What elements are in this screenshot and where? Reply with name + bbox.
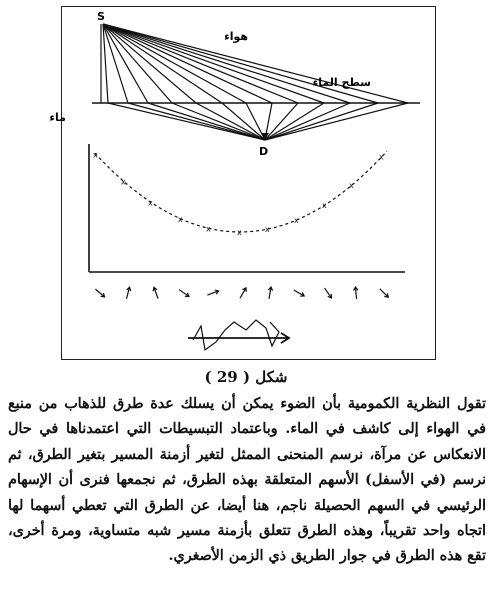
air-label: هواء <box>224 30 248 43</box>
arrow-shaft <box>95 289 104 297</box>
water-label: ماء <box>49 111 66 124</box>
rays-water <box>108 103 408 140</box>
arrow-5 <box>240 288 246 298</box>
arrow-0 <box>95 289 104 297</box>
ray-water-9 <box>265 103 324 140</box>
curve-mark-0: x <box>93 150 98 160</box>
time-curve <box>95 151 387 235</box>
curve-mark-5: x <box>237 228 242 237</box>
body-text <box>8 392 486 570</box>
arrow-3 <box>179 290 189 297</box>
figure-caption: شكل ( 29 ) <box>204 368 288 386</box>
arrow-6 <box>268 287 272 299</box>
rays-air <box>103 24 408 103</box>
curve-mark-4: x <box>206 224 211 234</box>
ray-air-8 <box>103 24 298 103</box>
surface-label: سطح الماء <box>312 76 371 89</box>
curve-mark-9: x <box>349 181 354 191</box>
arrow-4 <box>207 290 218 295</box>
arrow-8 <box>325 288 332 298</box>
curve-mark-1: x <box>121 177 126 187</box>
vector-chain <box>193 320 279 350</box>
detector-label: D <box>259 145 269 158</box>
ray-water-1 <box>128 103 265 140</box>
curve-mark-3: x <box>178 214 183 224</box>
paragraph: تقول النظرية الكمومية بأن الضوء يمكن أن يسلك عدة طرق للذهاب من منبع في الهواء إلى كاشف في الماء. وباعتماد التبسيطات التي اعتمدناها في حال الانعكاس عن مرآة، نرسم المنحنى الممثل لتغير أزمنة المسير بتغير الطرق، ثم نرسم (في الأسفل) الأسهم المتعلقة بهذه الطرق، ثم نجمعها فنرى أن الإسهام الرئيسي في السهم الحصيلة ناجم، هنا أيضا، عن الطرق التي تعطي أسهما لها اتجاه واحد تقريباً، وهذه الطرق تتعلق بأزمنة مسير شبه متساوية، ومرة أخرى، تقع هذه الطرق في جوار الطريق ذي الزمن الأصغري. <box>8 396 486 565</box>
curve-marks <box>93 150 384 237</box>
curve-mark-8: x <box>322 200 327 210</box>
arrow-2 <box>153 287 158 298</box>
ray-air-9 <box>103 24 324 103</box>
arrow-7 <box>294 290 304 296</box>
curve-mark-6: x <box>265 225 270 235</box>
curve-mark-7: x <box>294 215 299 225</box>
arrow-9 <box>354 287 358 299</box>
ray-air-5 <box>103 24 222 103</box>
vector-sum-diagram <box>188 320 289 350</box>
arrow-row <box>95 287 388 299</box>
source-label: S <box>97 10 105 23</box>
curve-mark-2: x <box>148 198 153 208</box>
arrow-10 <box>380 289 388 297</box>
arrow-shaft <box>380 289 388 297</box>
curve-mark-10: x <box>379 152 384 162</box>
arrow-1 <box>126 287 130 299</box>
